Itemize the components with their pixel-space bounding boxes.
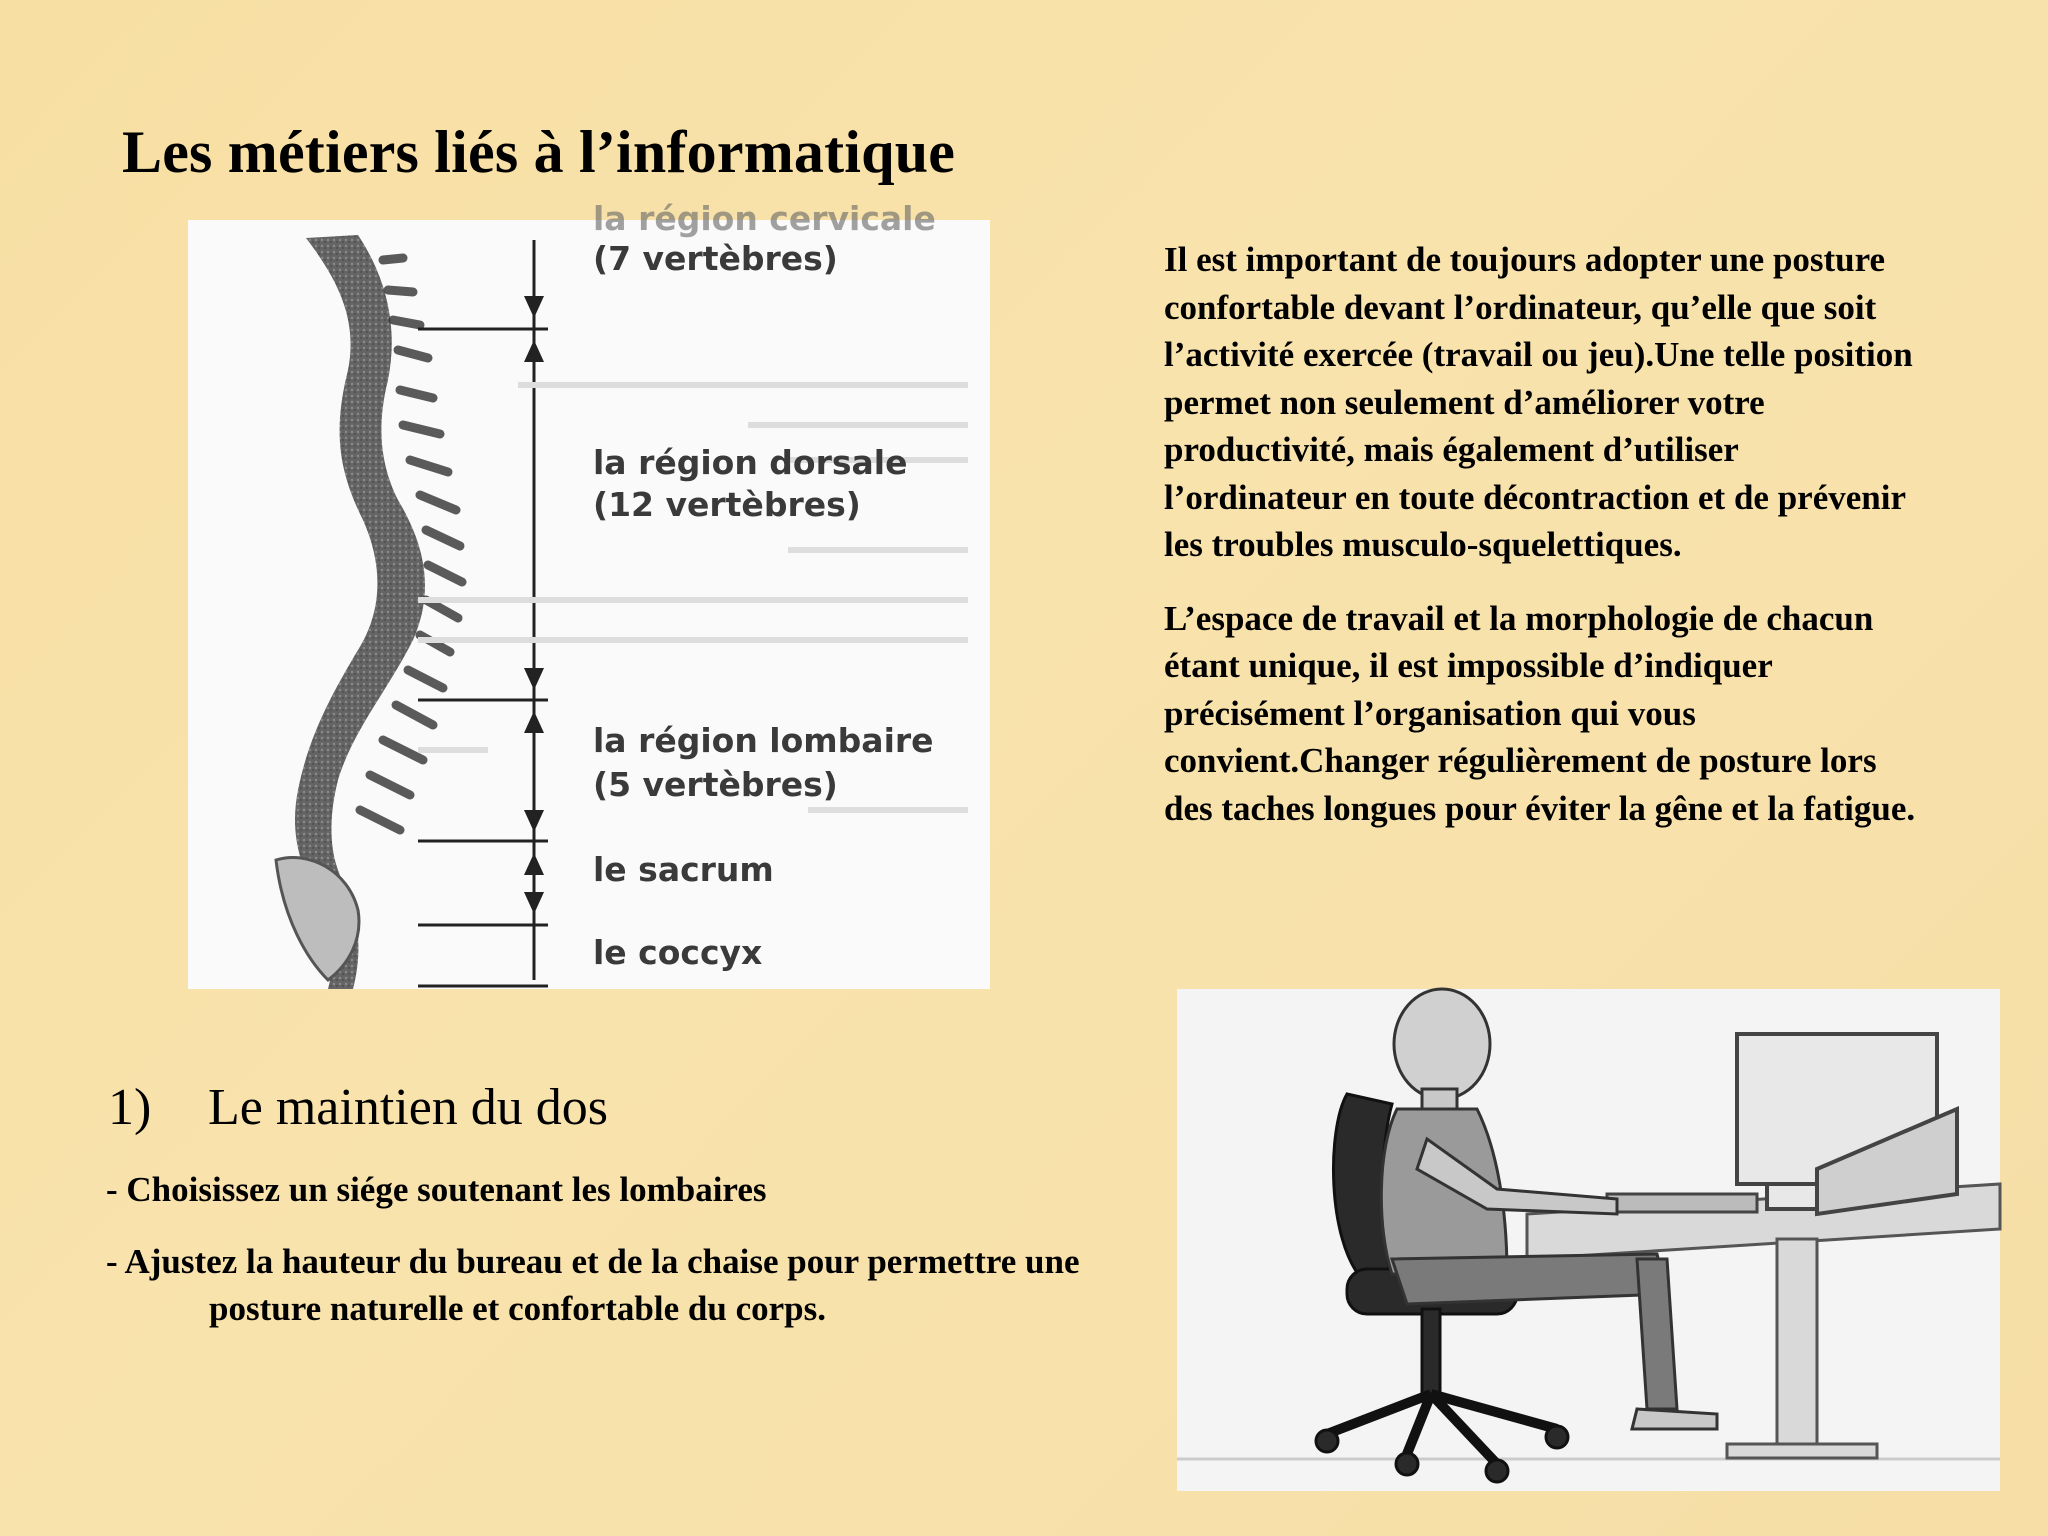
bullet-item-2: - Ajustez la hauteur du bureau et de la chaise pour permettre une posture naturelle et confortable du corps. <box>106 1241 1080 1328</box>
spine-diagram <box>188 199 990 989</box>
intro-text-block <box>1164 236 1924 858</box>
keyboard <box>1607 1194 1757 1212</box>
section-title: Le maintien du dos <box>208 1079 609 1136</box>
sacrum-label: le sacrum <box>593 850 774 889</box>
section-number: 1) <box>108 1079 152 1136</box>
sacrum-shape <box>276 857 359 980</box>
bullet-item-1: - Choisissez un siége soutenant les lombaires <box>106 1170 767 1209</box>
cervical-count-label: (7 vertèbres) <box>593 239 838 278</box>
coccyx-label: le coccyx <box>593 933 763 972</box>
lumbar-count-label: (5 vertèbres) <box>593 765 838 804</box>
intro-paragraph-2: L’espace de travail et la morphologie de chacun étant unique, il est impossible d’indiquer précisément l’organisation qui vous convient.Changer régulièrement de posture lors des taches longues pour éviter la gêne et la fatigue. <box>1164 598 1916 828</box>
bullet-list <box>106 1166 1086 1357</box>
section-heading <box>108 1078 608 1137</box>
monitor <box>1737 1034 1957 1214</box>
slide-title: Les métiers liés à l’informatique <box>122 119 956 185</box>
cervical-region-label: la région cervicale <box>593 199 936 238</box>
desk <box>1527 1184 2000 1458</box>
dorsal-region-label: la région dorsale <box>593 443 908 482</box>
lumbar-region-label: la région lombaire <box>593 721 934 760</box>
intro-paragraph-1: Il est important de toujours adopter une posture confortable devant l’ordinateur, qu’elle que soit l’activité exercée (travail ou jeu).Une telle position permet non seulement d’améliorer votre productivité, mais également d’utiliser l’ordinateur en toute décontraction et de prévenir les troubles musculo-squelettiques. <box>1164 240 1913 564</box>
dorsal-count-label: (12 vertèbres) <box>593 485 861 524</box>
ergonomic-posture-illustration <box>1177 989 2000 1491</box>
seated-person-at-desk-image <box>1177 989 2000 1491</box>
spine-illustration <box>188 220 990 989</box>
